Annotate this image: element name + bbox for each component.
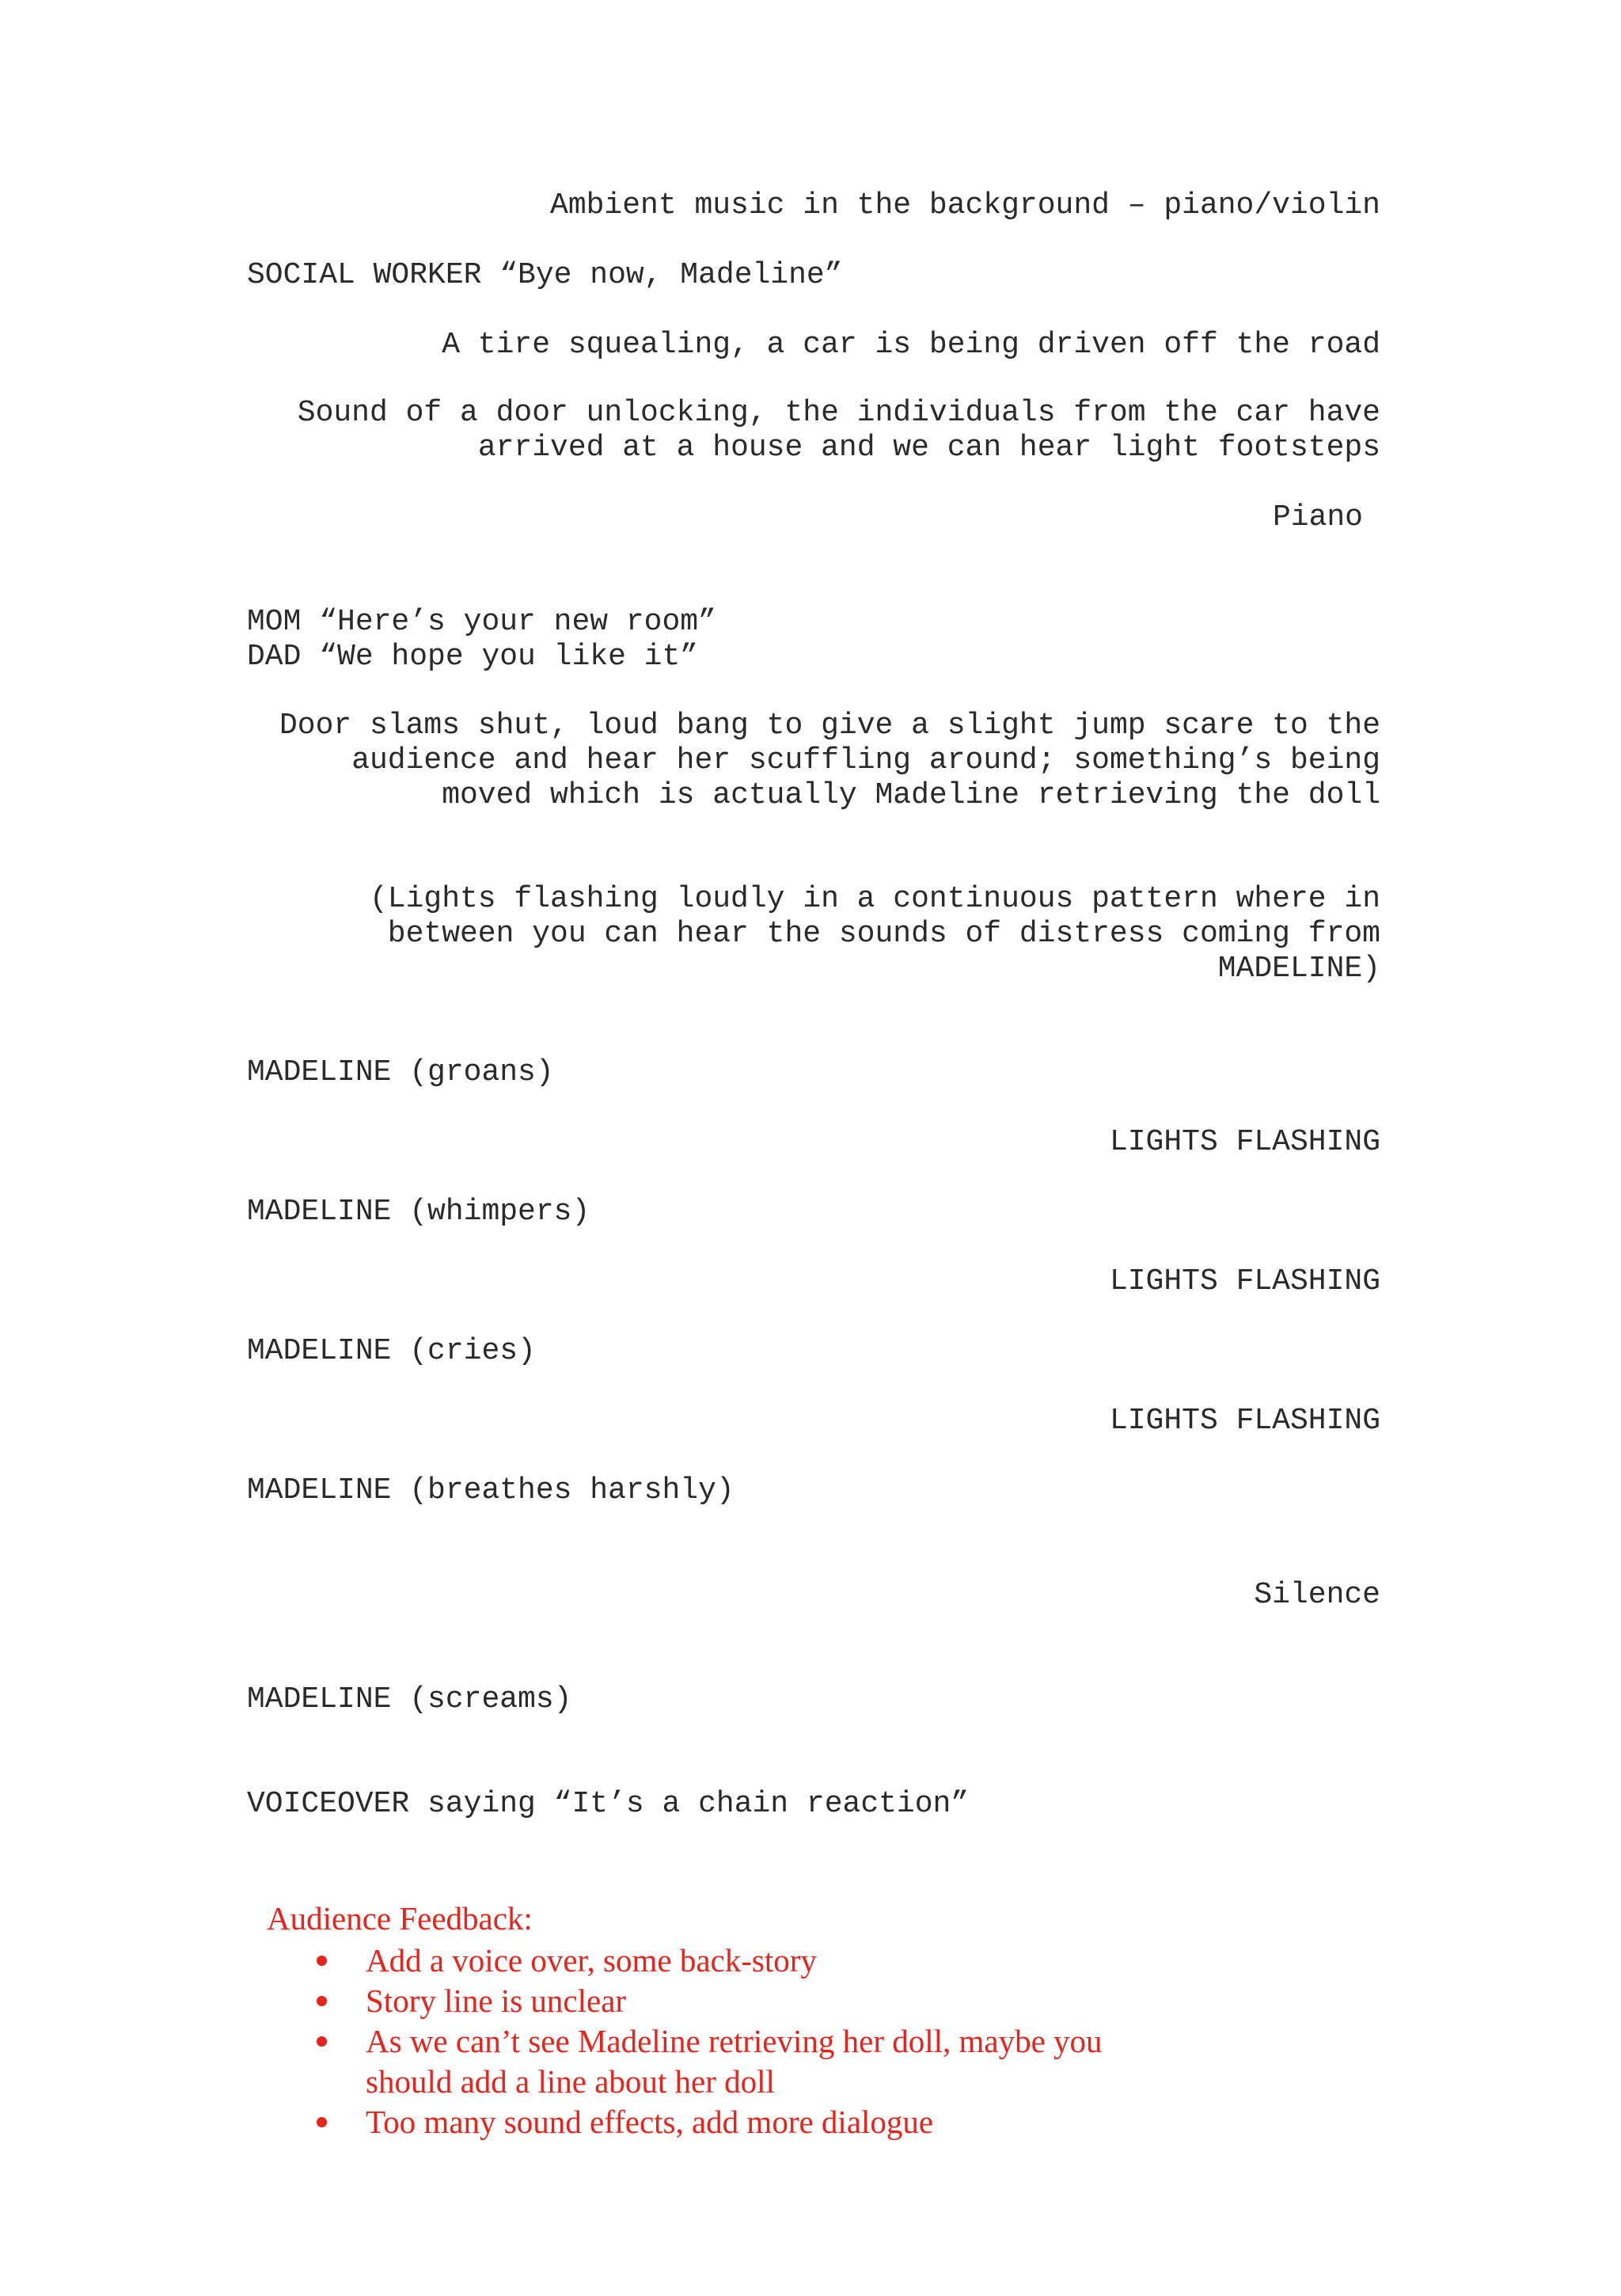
sound-cue-door-unlock-line-1: Sound of a door unlocking, the individuals from the car have: [297, 396, 1380, 430]
sound-cue-tire-squeal: A tire squealing, a car is being driven off the road: [442, 328, 1380, 362]
feedback-item-text: Add a voice over, some back-story: [366, 1942, 817, 1979]
lights-flashing-cue: LIGHTS FLASHING: [1109, 1125, 1380, 1159]
dialogue-social-worker: SOCIAL WORKER “Bye now, Madeline”: [247, 258, 843, 292]
madeline-cries: MADELINE (cries): [247, 1334, 536, 1368]
sound-cue-door-slam-line-3: moved which is actually Madeline retrieving the doll: [442, 778, 1380, 812]
bullet-icon: [317, 2117, 327, 2127]
bullet-icon: [317, 2036, 327, 2047]
stage-direction-lights-line-1: (Lights flashing loudly in a continuous pattern where in: [369, 882, 1380, 916]
feedback-item: [366, 2102, 1217, 2142]
audience-feedback: [267, 1899, 1217, 2142]
bullet-icon: [317, 1956, 327, 1966]
feedback-item: [366, 1981, 1217, 2021]
madeline-whimpers: MADELINE (whimpers): [247, 1195, 590, 1229]
feedback-item-text: As we can’t see Madeline retrieving her doll, maybe you: [366, 2023, 1103, 2059]
stage-direction-lights-line-2: between you can hear the sounds of distress coming from: [387, 917, 1380, 951]
feedback-heading: Audience Feedback:: [267, 1900, 533, 1937]
madeline-screams: MADELINE (screams): [247, 1682, 572, 1716]
feedback-item-text: Too many sound effects, add more dialogue: [366, 2104, 934, 2140]
sound-cue-piano: Piano: [1272, 500, 1363, 534]
script-body: [247, 188, 1380, 1822]
dialogue-mom: MOM “Here’s your new room”: [247, 605, 716, 639]
sound-cue-door-slam-line-1: Door slams shut, loud bang to give a slight jump scare to the: [279, 709, 1380, 743]
dialogue-dad: DAD “We hope you like it”: [247, 640, 699, 674]
sound-cue-door-slam-line-2: audience and hear her scuffling around; something’s being: [351, 743, 1380, 777]
sound-cue-door-unlock-line-2: arrived at a house and we can hear light footsteps: [477, 431, 1380, 465]
madeline-breathes-harshly: MADELINE (breathes harshly): [247, 1473, 735, 1507]
feedback-list: [267, 1941, 1217, 2142]
feedback-item: [366, 2021, 1217, 2102]
voiceover-line: VOICEOVER saying “It’s a chain reaction”: [247, 1787, 970, 1821]
feedback-item: [366, 1941, 1217, 1981]
bullet-icon: [317, 1996, 327, 2006]
lights-flashing-cue: LIGHTS FLASHING: [1109, 1264, 1380, 1298]
sound-cue-silence: Silence: [1254, 1578, 1380, 1612]
lights-flashing-cue: LIGHTS FLASHING: [1109, 1404, 1380, 1438]
stage-direction-lights-line-3: MADELINE): [1217, 952, 1380, 986]
feedback-item-text-continued: should add a line about her doll: [366, 2063, 775, 2100]
feedback-item-text: Story line is unclear: [366, 1982, 627, 2019]
madeline-groans: MADELINE (groans): [247, 1055, 554, 1089]
sound-cue-ambient-music: Ambient music in the background – piano/violin: [550, 188, 1380, 222]
